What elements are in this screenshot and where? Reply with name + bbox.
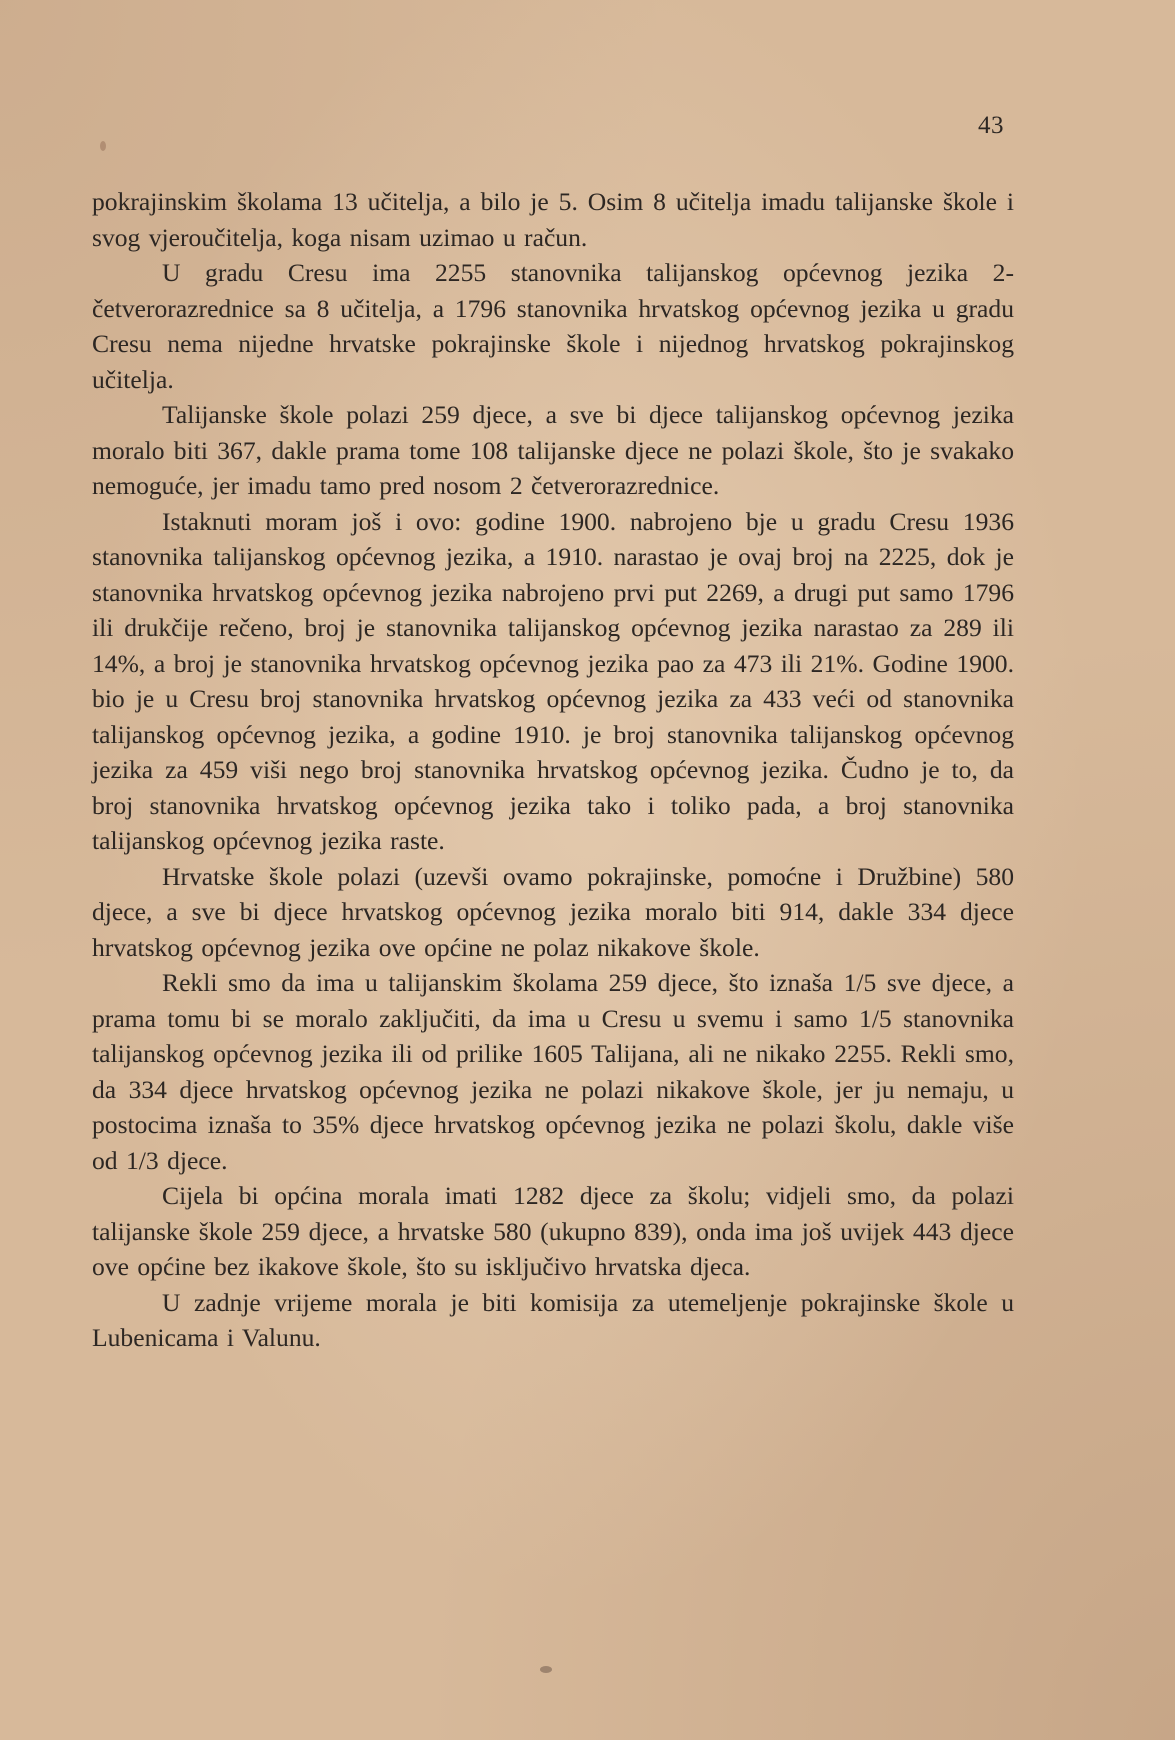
paragraph: Talijanske škole polazi 259 djece, a sve bi djece talijanskog općevnog jezika moralo biti 367, dakle prama tome 108 talijanske djece ne polazi škole, što je svakako nemoguće, jer imadu tamo pred nosom 2 četverorazrednice.: [92, 400, 1014, 500]
ink-smudge: [540, 1666, 552, 1673]
paragraph: pokrajinskim školama 13 učitelja, a bilo je 5. Osim 8 učitelja imadu talijanske škole i svog vjeroučitelja, koga nisam uzimao u račun.: [92, 187, 1014, 252]
paragraph: Rekli smo da ima u talijanskim školama 259 djece, što iznaša 1/5 sve djece, a prama tomu bi se moralo zaključiti, da ima u Cresu u svemu i samo 1/5 stanovnika talijanskog općevnog jezika ili od prilike 1605 Talijana, ali ne nikako 2255. Rekli smo, da 334 djece hrvatskog općevnog jezika ne polazi nikakove škole, jer ju nemaju, u postocima iznaša to 35% djece hrvatskog općevnog jezika ne polazi školu, dakle više od 1/3 djece.: [92, 968, 1014, 1175]
ink-smudge: [100, 141, 106, 151]
paragraph: Hrvatske škole polazi (uzevši ovamo pokrajinske, pomoćne i Družbine) 580 djece, a sve bi djece hrvatskog općevnog jezika moralo biti 914, dakle 334 djece hrvatskog općevnog jezika ove općine ne polaz nikakove škole.: [92, 861, 1014, 962]
paragraph: Istaknuti moram još i ovo: godine 1900. nabrojeno bje u gradu Cresu 1936 stanovnika talijanskog općevnog jezika, a 1910. narastao je ovaj broj na 2225, dok je stanovnika hrvatskog općevnog jezika nabrojeno prvi put 2269, a drugi put samo 1796 ili drukčije rečeno, broj je stanovnika talijanskog općevnog jezika narastao za 289 ili 14%, a broj je stanovnika hrvatskog općevnog jezika pao za 473 ili 21%. Godine 1900. bio je u Cresu broj stanovnika hrvatskog općevnog jezika za 433 veći od stanovnika talijanskog općevnog jezika, a godine 1910. je broj stanovnika talijanskog općevnog jezika za 459 viši nego broj stanovnika hrvatskog općevnog jezika. Čudno je to, da broj stanovnika hrvatskog općevnog jezika tako i toliko pada, a broj stanovnika talijanskog općevnog jezika raste.: [92, 506, 1014, 855]
paragraph: U zadnje vrijeme morala je biti komisija za utemeljenje pokrajinske škole u Lubenicama i Valunu.: [92, 1287, 1014, 1352]
paragraph: U gradu Cresu ima 2255 stanovnika talijanskog općevnog jezika 2-četverorazrednice sa 8 učitelja, a 1796 stanovnika hrvatskog općevnog jezika u gradu Cresu nema nijedne hrvatske pokrajinske škole i nijednog hrvatskog pokrajinskog učitelja.: [92, 258, 1014, 394]
page-number: 43: [978, 112, 1004, 139]
body-text: [92, 184, 1014, 1356]
paragraph: Cijela bi općina morala imati 1282 djece za školu; vidjeli smo, da polazi talijanske škole 259 djece, a hrvatske 580 (ukupno 839), onda ima još uvijek 443 djece ove općine bez ikakove škole, što su isključivo hrvatska djeca.: [92, 1181, 1014, 1281]
